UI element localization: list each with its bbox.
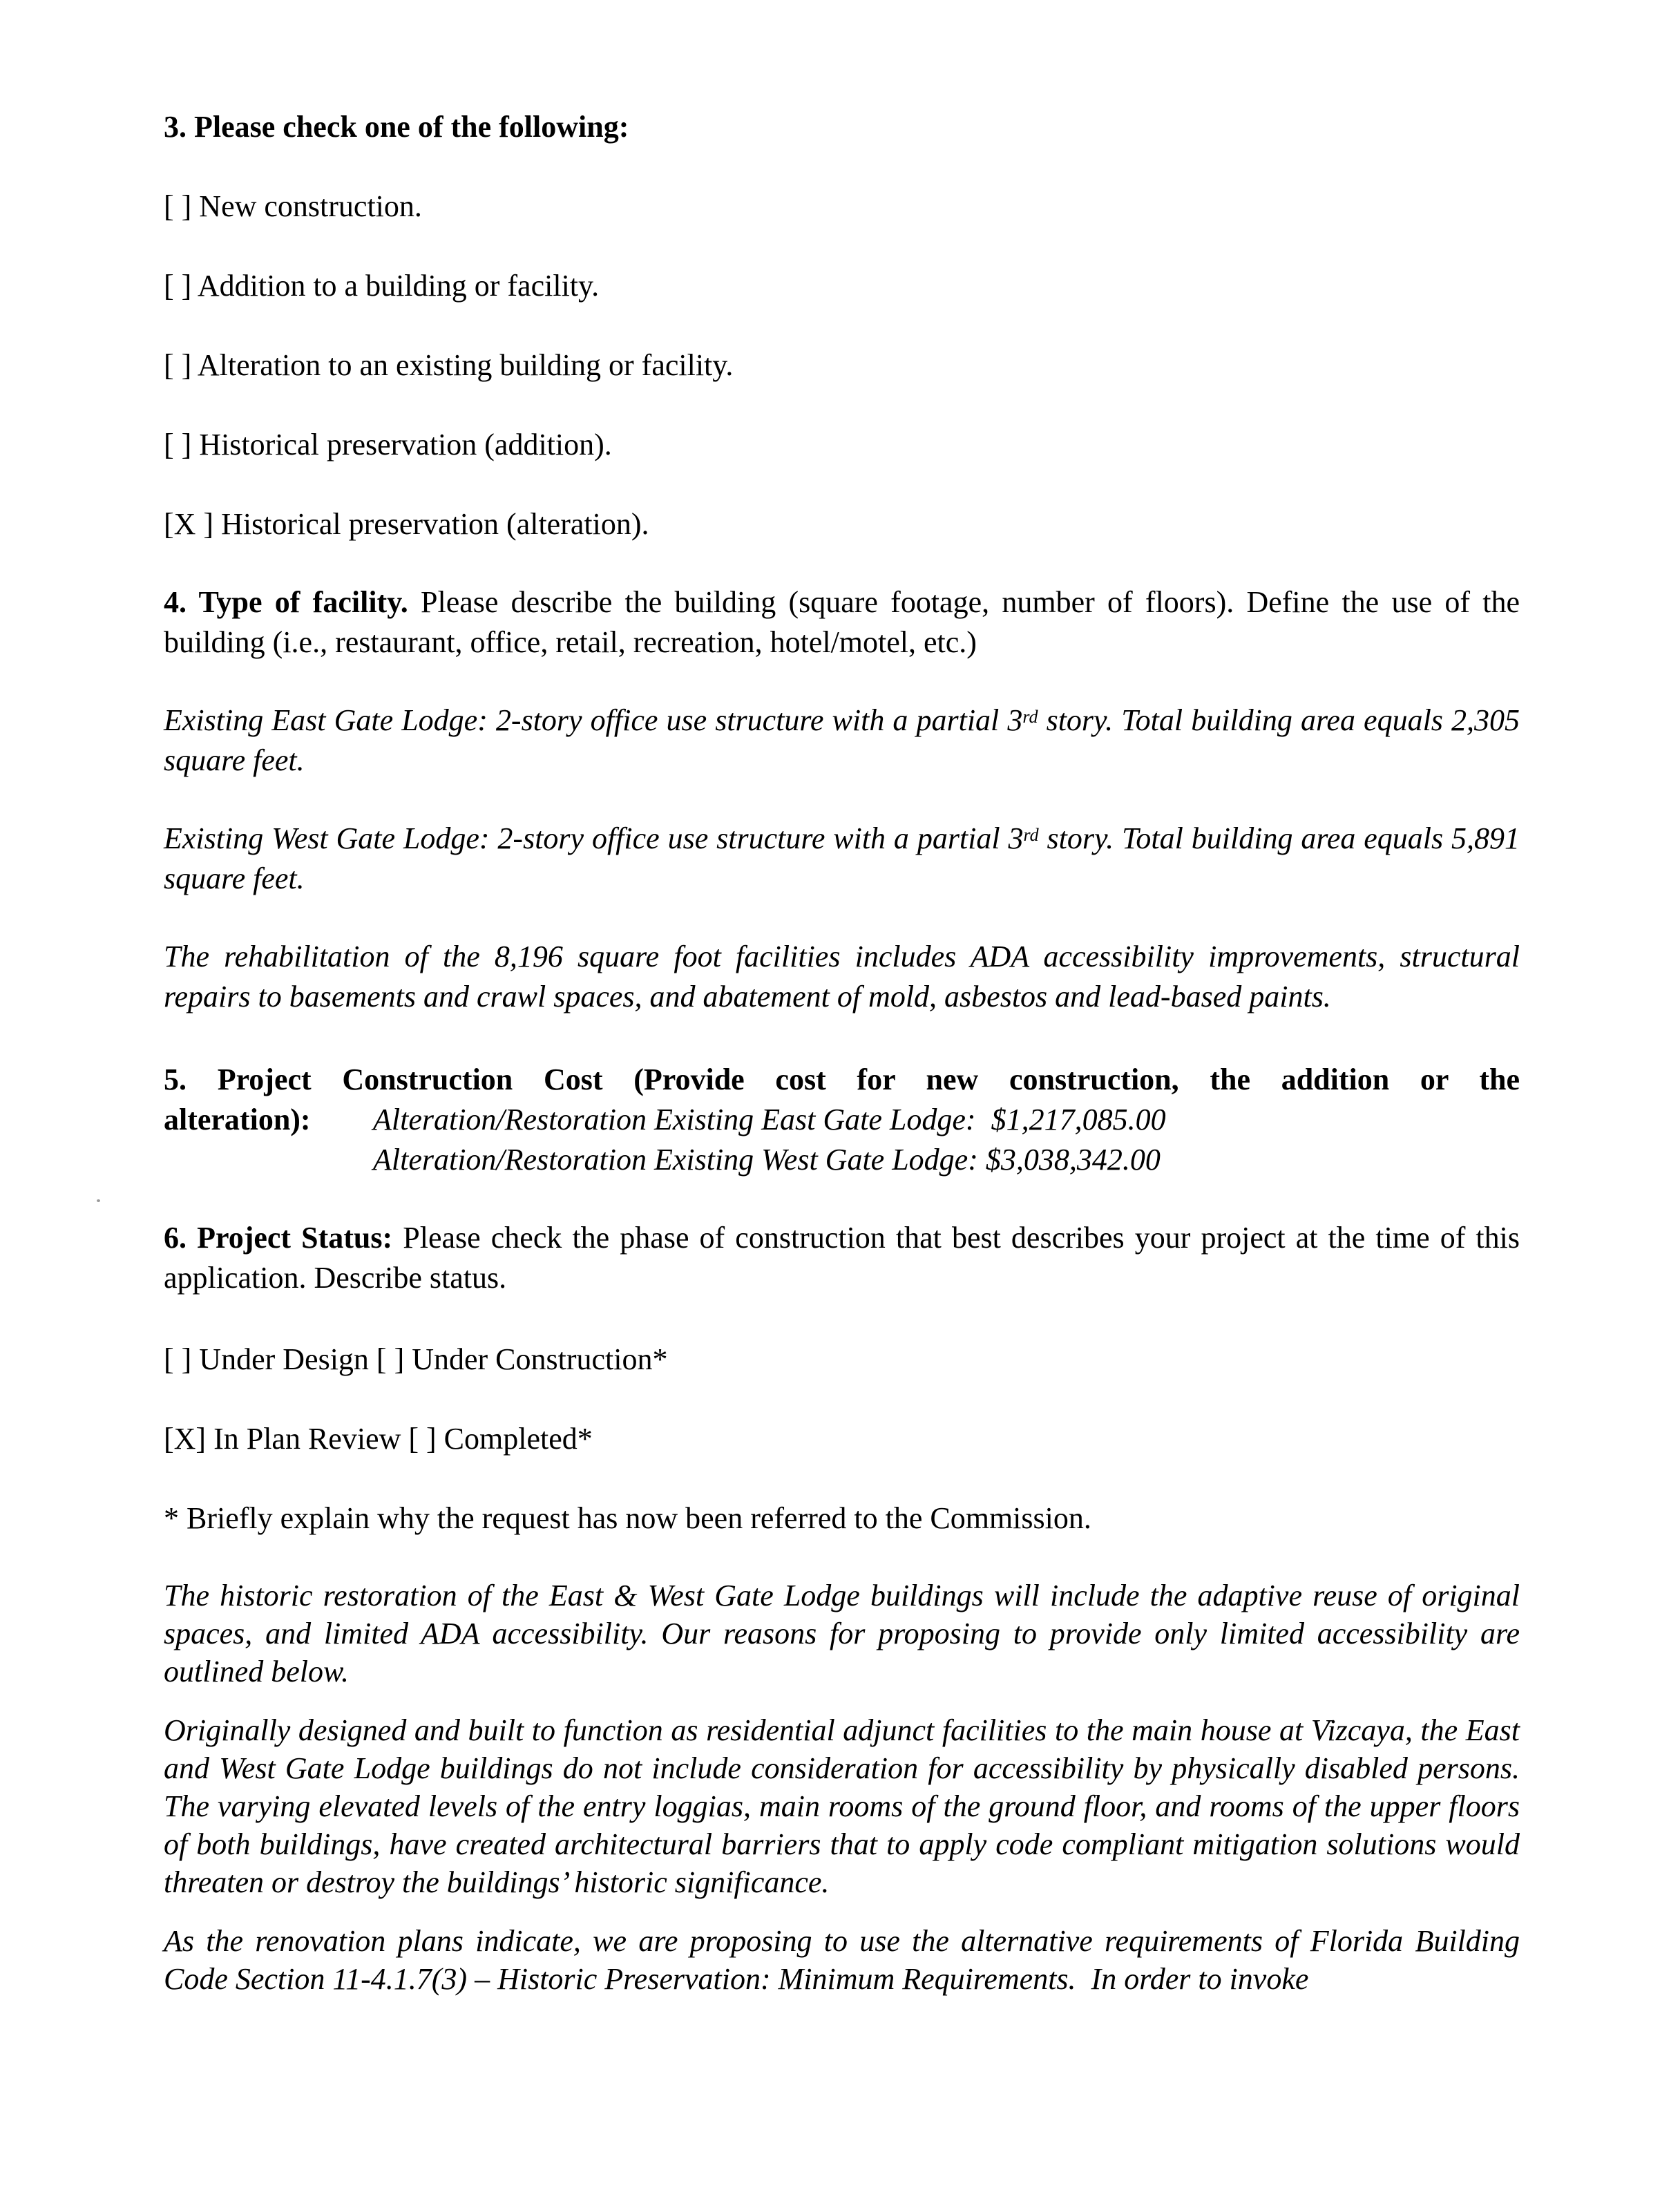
east-lodge-description [164, 701, 1520, 781]
section5-row-east [164, 1100, 1520, 1140]
section5-row-west [164, 1140, 1520, 1180]
explanation-paragraph-1: The historic restoration of the East & West Gate Lodge buildings will include the adaptive reuse of original spaces, and limited ADA accessibility. Our reasons for proposing to provide only limited accessibility are outlined below. [164, 1579, 1520, 1688]
section5-spacer [164, 1140, 373, 1180]
checkbox-option-historical-alteration: [X ] Historical preservation (alteration). [164, 507, 649, 541]
checkbox-option-new-construction: [ ] New construction. [164, 189, 422, 223]
scan-artifact-dot [97, 1199, 100, 1202]
east-lodge-text: Existing East Gate Lodge: 2-story office use structure with a partial 3 [164, 703, 1023, 737]
west-lodge-text-end: story. Total building area equals 5,891 square feet. [164, 821, 1520, 895]
section5-heading-line1: 5. Project Construction Cost (Provide cost for new construction, the addition or the [164, 1063, 1520, 1096]
status-options-line2: [X] In Plan Review [ ] Completed* [164, 1422, 593, 1456]
section4-heading-bold: 4. Type of facility. [164, 585, 408, 619]
checkbox-option-addition: [ ] Addition to a building or facility. [164, 269, 600, 303]
footnote-asterisk: * Briefly explain why the request has now been referred to the Commission. [164, 1501, 1091, 1535]
checkbox-option-alteration: [ ] Alteration to an existing building or facility. [164, 348, 734, 382]
checkbox-option-historical-addition: [ ] Historical preservation (addition). [164, 428, 612, 461]
east-lodge-superscript: rd [1022, 707, 1038, 727]
section6-heading-rest: Please check the phase of construction that best describes your project at the time of this application. Describe status. [164, 1221, 1520, 1295]
section4-heading [164, 582, 1520, 663]
west-lodge-text: Existing West Gate Lodge: 2-story office use structure with a partial 3 [164, 821, 1024, 855]
east-lodge-text-end: story. Total building area equals 2,305 square feet. [164, 703, 1520, 777]
cost-east-gate: Alteration/Restoration Existing East Gate Lodge: $1,217,085.00 [373, 1103, 1166, 1136]
section3-heading: 3. Please check one of the following: [164, 110, 629, 144]
section5-label-alteration: alteration): [164, 1103, 311, 1136]
west-lodge-description [164, 819, 1520, 899]
section6-heading-bold: 6. Project Status: [164, 1221, 393, 1255]
explanation-paragraph-2: Originally designed and built to function as residential adjunct facilities to the main house at Vizcaya, the East and West Gate Lodge buildings do not include consideration for accessibility by physically disabled persons. The varying elevated levels of the entry loggias, main rooms of the ground floor, and rooms of the upper floors of both buildings, have created architectural barriers that to apply code compliant mitigation solutions would threaten or destroy the buildings’ historic significance. [164, 1713, 1520, 1899]
section4-heading-rest: Please describe the building (square footage, number of floors). Define the use of the building (i.e., restaurant, office, retail, recreation, hotel/motel, etc.) [164, 585, 1520, 659]
west-lodge-superscript: rd [1023, 825, 1039, 845]
section6-heading [164, 1218, 1520, 1298]
rehabilitation-description: The rehabilitation of the 8,196 square foot facilities includes ADA accessibility improvements, structural repairs to basements and crawl spaces, and abatement of mold, asbestos and lead-based paints. [164, 940, 1520, 1013]
status-options-line1: [ ] Under Design [ ] Under Construction* [164, 1342, 668, 1376]
explanation-paragraph-3: As the renovation plans indicate, we are proposing to use the alternative requirements of Florida Building Code Section 11-4.1.7(3) – Historic Preservation: Minimum Requirements. In order to invoke [164, 1924, 1520, 1996]
cost-west-gate: Alteration/Restoration Existing West Gate Lodge: $3,038,342.00 [373, 1143, 1161, 1177]
